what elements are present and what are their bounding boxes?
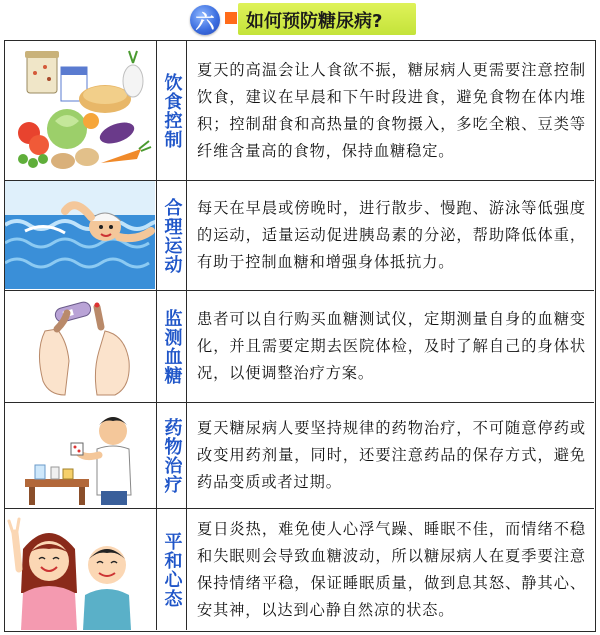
glucose-meter-illustration bbox=[5, 291, 157, 402]
row-heading: 药物治疗 bbox=[161, 417, 183, 494]
section-header bbox=[0, 0, 600, 40]
row-heading-cell bbox=[157, 41, 187, 180]
row-heading-cell bbox=[157, 403, 187, 508]
row-text-cell bbox=[187, 403, 594, 508]
row-text-cell bbox=[187, 181, 594, 290]
prevention-table bbox=[4, 40, 596, 632]
table-row-monitoring bbox=[5, 291, 594, 403]
happy-couple-illustration bbox=[5, 509, 157, 630]
row-text-cell bbox=[187, 291, 594, 402]
row-heading: 合理运动 bbox=[161, 197, 183, 274]
table-row-medication bbox=[5, 403, 594, 509]
row-heading-cell bbox=[157, 509, 187, 630]
swimmer-illustration bbox=[5, 181, 157, 290]
row-heading-cell bbox=[157, 291, 187, 402]
section-number-badge bbox=[190, 5, 220, 35]
table-row-diet bbox=[5, 41, 594, 181]
row-text: 夏日炎热，难免使人心浮气躁、睡眠不佳，而情绪不稳和失眠则会导致血糖波动，所以糖尿病人在夏季要注意保持情绪平稳，保证睡眠质量，做到息其怒、静其心、安其神，以达到心静自然凉的状态。 bbox=[197, 519, 586, 619]
row-text-cell bbox=[187, 509, 594, 630]
row-text-cell bbox=[187, 41, 594, 180]
row-heading: 饮食控制 bbox=[161, 72, 183, 149]
row-heading: 平和心态 bbox=[161, 531, 183, 608]
medicine-man-illustration bbox=[5, 403, 157, 508]
table-row-exercise bbox=[5, 181, 594, 291]
row-text: 每天在早晨或傍晚时，进行散步、慢跑、游泳等低强度的运动，适量运动促进胰岛素的分泌，帮助降低体重，有助于控制血糖和增强身体抵抗力。 bbox=[197, 199, 586, 271]
row-heading: 监测血糖 bbox=[161, 308, 183, 385]
row-text: 夏天糖尿病人要坚持规律的药物治疗，不可随意停药或改变用药剂量，同时，还要注意药品的保存方式，避免药品变质或者过期。 bbox=[197, 419, 586, 491]
row-text: 患者可以自行购买血糖测试仪，定期测量自身的血糖变化，并且需要定期去医院体检，及时了解自己的身体状况，以便调整治疗方案。 bbox=[197, 310, 586, 382]
table-row-mindset bbox=[5, 509, 594, 630]
food-vegetables-illustration bbox=[5, 41, 157, 180]
section-number: 六 bbox=[195, 10, 215, 33]
section-title: 如何预防糖尿病? bbox=[246, 11, 383, 32]
row-heading-cell bbox=[157, 181, 187, 290]
row-text: 夏天的高温会让人食欲不振，糖尿病人更需要注意控制饮食，建议在早晨和下午时段进食，避免食物在体内堆积；控制甜食和高热量的食物摄入，多吃全粮、豆类等纤维含量高的食物，保持血糖稳定。 bbox=[197, 60, 586, 160]
orange-square-icon bbox=[225, 12, 237, 24]
